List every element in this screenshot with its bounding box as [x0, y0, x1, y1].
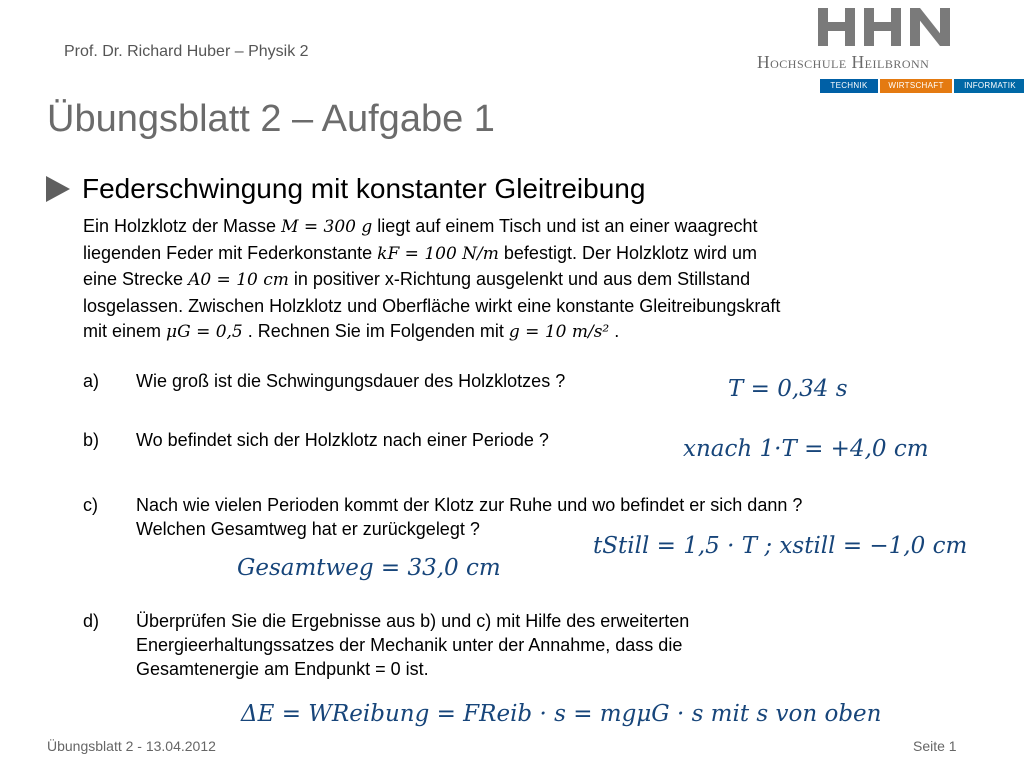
- triangle-bullet-icon: [46, 176, 70, 202]
- text-line: Ein Holzklotz der Masse: [83, 216, 282, 236]
- faculty-informatik: INFORMATIK: [954, 79, 1024, 93]
- bullet-heading: [46, 173, 645, 205]
- friction-formula: μG = 0,5: [166, 322, 243, 342]
- text-line: .: [609, 321, 620, 341]
- question-label: d): [83, 611, 100, 631]
- text-line: liegt auf einem Tisch und ist an einer waagrecht: [372, 216, 758, 236]
- footer-date: Übungsblatt 2 - 13.04.2012: [47, 738, 216, 754]
- question-line: Nach wie vielen Perioden kommt der Klotz zur Ruhe und wo befindet er sich dann ?: [136, 495, 803, 515]
- answer-d: ΔE = WReibung = FReib · s = mgμG · s mit s von oben: [241, 701, 882, 727]
- subtitle: Federschwingung mit konstanter Gleitreibung: [82, 173, 646, 204]
- faculty-technik: TECHNIK: [820, 79, 878, 93]
- answer-b: xnach 1·T = +4,0 cm: [683, 436, 929, 462]
- question-line: Welchen Gesamtweg hat er zurückgelegt ?: [136, 519, 480, 539]
- answer-c-time: tStill = 1,5 · T ; xstill = −1,0 cm: [593, 533, 968, 559]
- problem-statement: [83, 214, 983, 346]
- question-line: Energieerhaltungssatzes der Mechanik unter der Annahme, dass die: [136, 635, 683, 655]
- question-line: Gesamtenergie am Endpunkt = 0 ist.: [136, 659, 429, 679]
- question-text: Wie groß ist die Schwingungsdauer des Holzklotzes ?: [136, 371, 566, 391]
- faculty-wirtschaft: WIRTSCHAFT: [880, 79, 952, 93]
- gravity-formula: g = 10 m/s²: [508, 322, 610, 342]
- answer-c-path: Gesamtweg = 33,0 cm: [237, 555, 501, 581]
- text-line: in positiver x-Richtung ausgelenkt und aus dem Stillstand: [288, 269, 751, 289]
- text-line: mit einem: [83, 321, 167, 341]
- question-text: Wo befindet sich der Holzklotz nach einer Periode ?: [136, 430, 549, 450]
- hhn-logo: [818, 6, 950, 53]
- question-text: [136, 609, 1016, 681]
- question-line: Überprüfen Sie die Ergebnisse aus b) und c) mit Hilfe des erweiterten: [136, 611, 690, 631]
- question-label: c): [83, 495, 98, 515]
- question-label: b): [83, 430, 100, 450]
- question-label: a): [83, 371, 100, 391]
- faculty-bar: [820, 79, 1024, 93]
- answer-a: T = 0,34 s: [728, 376, 848, 402]
- amplitude-formula: A0 = 10 cm: [188, 270, 289, 290]
- text-line: . Rechnen Sie im Folgenden mit: [242, 321, 509, 341]
- university-name: Hochschule Heilbronn: [757, 52, 930, 72]
- text-line: befestigt. Der Holzklotz wird um: [498, 242, 757, 263]
- text-line: liegenden Feder mit Federkonstante: [83, 242, 378, 263]
- spring-constant-formula: kF = 100 N/m: [377, 243, 499, 264]
- text-line: losgelassen. Zwischen Holzklotz und Oberfläche wirkt eine konstante Gleitreibungskraft: [83, 295, 781, 316]
- course-header: Prof. Dr. Richard Huber – Physik 2: [64, 43, 309, 60]
- slide-title: Übungsblatt 2 – Aufgabe 1: [47, 98, 495, 140]
- page-number: Seite 1: [913, 738, 957, 754]
- text-line: eine Strecke: [83, 269, 189, 289]
- mass-formula: M = 300 g: [281, 217, 373, 237]
